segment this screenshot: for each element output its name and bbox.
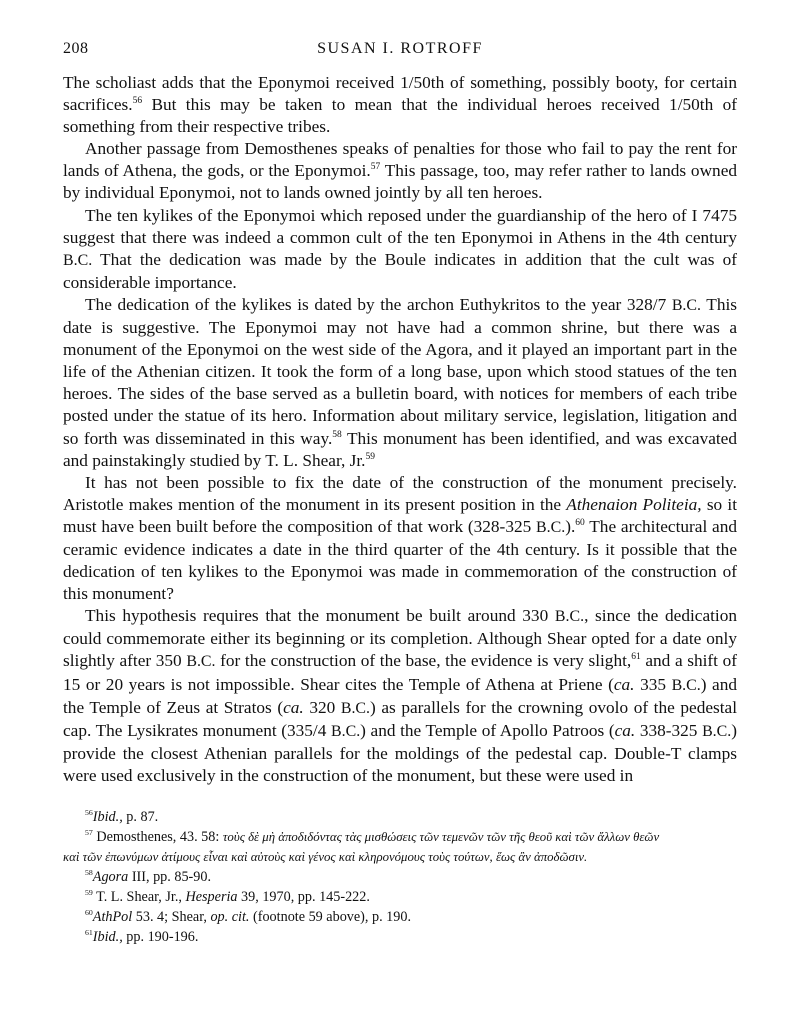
paragraph-2: Another passage from Demosthenes speaks of penalties for those who fail to pay the rent for lands of Athena, the gods, or the Eponymoi.$^{57}$ This passage, too, may refer rather to lands owned by individual Eponymoi, not to lands owned jointly by all ten heroes.	[63, 139, 738, 203]
paragraph-5: It has not been possible to fix the date of the construction of the monument precisely. Aristotle makes mention of the monument in its present position in the Athenaion Politeia, so it must have been built before the composition of that work (328-325 B.C.).$^{60}$ The architectural and ceramic evidence indicates a date in the third quarter of the 4th century. Is it possible that the dedication of ten kylikes to the Eponymoi was made in commemoration of the construction of this monument?	[63, 472, 738, 604]
footnote-ref-60[interactable]: 60	[575, 517, 585, 528]
footnote-57: $^{57}$ Demosthenes, 43. 58: τοὺς δὲ μὴ ἀποδιδόντας τὰς μισθώσεις τῶν τεμενῶν τῶν τῆς θεοῦ καὶ τῶν ἄλλων θεῶν	[85, 828, 660, 845]
footnote-ref-59[interactable]: 59	[365, 451, 375, 462]
footnote-61: $^{61}$Ibid., pp. 190-196.	[85, 928, 199, 945]
page-number: 208	[63, 40, 89, 57]
footnote-56: $^{56}$Ibid., p. 87.	[85, 808, 159, 825]
footnote-ref-57[interactable]: 57	[370, 162, 381, 173]
page-header	[63, 40, 737, 64]
footnotes	[63, 807, 737, 947]
footnote-ref-61[interactable]: 61	[631, 652, 641, 663]
footnote-59: $^{59}$ T. L. Shear, Jr., Hesperia 39, 1970, pp. 145-222.	[85, 888, 370, 905]
running-head: SUSAN I. ROTROFF	[317, 40, 483, 57]
paragraph-6: This hypothesis requires that the monument be built around 330 B.C., since the dedication could commemorate either its beginning or its completion. Although Shear opted for a date only slightly after 350 B.C. for the construction of the base, the evidence is very slight,$^{61}$ and a shift of 15 or 20 years is not impossible. Shear cites the Temple of Athena at Priene (ca. 335 B.C.) and the Temple of Zeus at Stratos (ca. 320 B.C.) as parallels for the crowning ovolo of the pedestal cap. The Lysikrates monument (335/4 B.C.) and the Temple of Apollo Patroos (ca. 338-325 B.C.) provide the closest Athenian parallels for the moldings of the pedestal cap. Double-T clamps were used exclusively in the construction of the monument, but these were used in	[63, 606, 738, 785]
body-text	[63, 72, 737, 787]
page	[63, 40, 737, 947]
footnote-57-continuation: καὶ τῶν ἐπωνύμων ἀτίμους εἶναι καὶ αὐτοὺς καὶ γένος καὶ κληρονόμους τοὺς τούτων, ἕως ἂν ἀποδῶσιν.	[63, 850, 588, 864]
footnote-58: $^{58}$Agora III, pp. 85-90.	[85, 868, 212, 885]
paragraph-1: The scholiast adds that the Eponymoi received 1/50th of something, possibly booty, for certain sacrifices.$^{56}$ But this may be taken to mean that the individual heroes received 1/50th of something from their respective tribes.	[63, 73, 737, 137]
footnote-ref-58[interactable]: 58	[332, 429, 342, 440]
footnote-ref-56[interactable]: 56	[132, 95, 143, 106]
footnote-60: $^{60}$AthPol 53. 4; Shear, op. cit. (footnote 59 above), p. 190.	[85, 908, 412, 925]
paragraph-4: The dedication of the kylikes is dated by the archon Euthykritos to the year 328/7 B.C. This date is suggestive. The Eponymoi may not have had a common shrine, but there was a monument of the Eponymoi on the west side of the Agora, and it played an important part in the life of the Athenian citizen. It took the form of a long base, upon which stood statues of the ten heroes. The sides of the base served as a bulletin board, with notices for members of each tribe posted under the statue of its hero. Information about military service, legislation, litigation and so forth was disseminated in this way.$^{58}$ This monument has been identified, and was excavated and painstakingly studied by T. L. Shear, Jr.$^{59}$	[63, 294, 738, 470]
greek-quote: τοὺς δὲ μὴ ἀποδιδόντας τὰς μισθώσεις τῶν τεμενῶν τῶν τῆς θεοῦ καὶ τῶν ἄλλων θεῶν	[222, 830, 660, 844]
paragraph-3: The ten kylikes of the Eponymoi which reposed under the guardianship of the hero of I 7475 suggest that there was indeed a common cult of the ten Eponymoi in Athens in the 4th century B.C. That the dedication was made by the Boule indicates in addition that the cult was of considerable importance.	[63, 205, 737, 292]
